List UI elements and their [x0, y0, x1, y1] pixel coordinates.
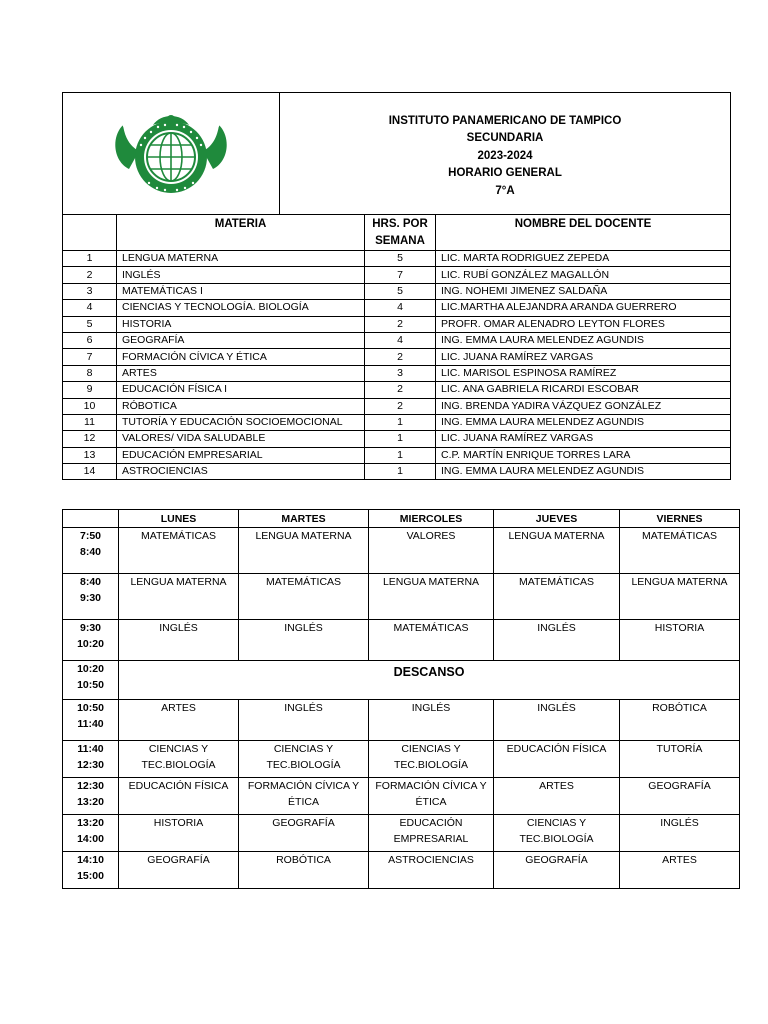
subject-number: 2: [63, 267, 117, 283]
days-header-row: [63, 510, 740, 528]
subject-row: [63, 365, 731, 381]
time-start: 11:40: [77, 743, 104, 755]
col-materia-header: MATERIA: [117, 215, 365, 251]
subject-name: EDUCACIÓN EMPRESARIAL: [117, 447, 365, 463]
subject-name: EDUCACIÓN FÍSICA I: [117, 382, 365, 398]
subject-name: ASTROCIENCIAS: [117, 464, 365, 480]
subject-teacher: ING. NOHEMI JIMENEZ SALDAÑA: [436, 283, 731, 299]
subject-row: [63, 267, 731, 283]
logo-cell: [63, 93, 280, 215]
class-cell: ASTROCIENCIAS: [369, 852, 494, 889]
class-cell: INGLÉS: [620, 815, 740, 852]
subject-row: [63, 316, 731, 332]
subject-row: [63, 382, 731, 398]
subject-hours: 1: [365, 447, 436, 463]
time-end: 9:30: [79, 591, 101, 604]
class-cell: LENGUA MATERNA: [119, 574, 239, 620]
subject-teacher: LIC. JUANA RAMÍREZ VARGAS: [436, 431, 731, 447]
class-cell: LENGUA MATERNA: [369, 574, 494, 620]
class-cell: MATEMÁTICAS: [119, 528, 239, 574]
subject-hours: 1: [365, 431, 436, 447]
time-end: 10:50: [77, 678, 104, 691]
class-cell: MATEMÁTICAS: [620, 528, 740, 574]
subject-number: 1: [63, 251, 117, 267]
subject-name: GEOGRAFÍA: [117, 332, 365, 348]
class-cell: GEOGRAFÍA: [620, 778, 740, 815]
time-slot: [63, 661, 119, 700]
time-slot: [63, 741, 119, 778]
subject-number: 5: [63, 316, 117, 332]
subject-name: CIENCIAS Y TECNOLOGÍA. BIOLOGÍA: [117, 300, 365, 316]
subject-hours: 1: [365, 464, 436, 480]
class-cell: INGLÉS: [494, 700, 620, 741]
class-cell: EDUCACIÓN FÍSICA: [119, 778, 239, 815]
subject-hours: 4: [365, 300, 436, 316]
day-header: JUEVES: [494, 510, 620, 528]
class-cell: LENGUA MATERNA: [494, 528, 620, 574]
subject-row: [63, 447, 731, 463]
day-header: MIERCOLES: [369, 510, 494, 528]
subject-teacher: LIC.MARTHA ALEJANDRA ARANDA GUERRERO: [436, 300, 731, 316]
subject-number: 8: [63, 365, 117, 381]
time-slot: [63, 778, 119, 815]
day-header: LUNES: [119, 510, 239, 528]
time-slot: [63, 815, 119, 852]
time-end: 10:20: [77, 637, 104, 650]
subject-name: ARTES: [117, 365, 365, 381]
subject-number: 10: [63, 398, 117, 414]
class-cell: GEOGRAFÍA: [119, 852, 239, 889]
time-start: 14:10: [77, 854, 104, 866]
time-start: 8:40: [79, 576, 101, 588]
subject-row: [63, 300, 731, 316]
time-start: 13:20: [77, 817, 104, 829]
class-cell: INGLÉS: [239, 620, 369, 661]
time-end: 12:30: [77, 758, 104, 771]
class-cell: HISTORIA: [620, 620, 740, 661]
subject-number: 14: [63, 464, 117, 480]
subject-row: [63, 414, 731, 430]
subject-hours: 1: [365, 414, 436, 430]
class-cell: ARTES: [119, 700, 239, 741]
time-slot: [63, 574, 119, 620]
subject-hours: 2: [365, 398, 436, 414]
subject-number: 12: [63, 431, 117, 447]
subject-teacher: ING. EMMA LAURA MELENDEZ AGUNDIS: [436, 414, 731, 430]
subject-name: FORMACIÓN CÍVICA Y ÉTICA: [117, 349, 365, 365]
time-start: 10:50: [77, 702, 104, 714]
schedule-row: [63, 528, 740, 574]
time-start: 10:20: [77, 663, 104, 675]
schedule-row: [63, 778, 740, 815]
class-cell: ROBÓTICA: [239, 852, 369, 889]
subject-hours: 5: [365, 283, 436, 299]
time-end: 14:00: [77, 832, 104, 845]
subject-row: [63, 251, 731, 267]
class-cell: VALORES: [369, 528, 494, 574]
class-cell: INGLÉS: [119, 620, 239, 661]
class-cell: ARTES: [620, 852, 740, 889]
subject-teacher: LIC. ANA GABRIELA RICARDI ESCOBAR: [436, 382, 731, 398]
class-cell: FORMACIÓN CÍVICA Y ÉTICA: [369, 778, 494, 815]
subject-name: VALORES/ VIDA SALUDABLE: [117, 431, 365, 447]
group-label: 7°A: [495, 184, 515, 197]
class-cell: CIENCIAS Y TEC.BIOLOGÍA: [239, 741, 369, 778]
time-start: 9:30: [79, 622, 101, 634]
subject-name: HISTORIA: [117, 316, 365, 332]
class-cell: CIENCIAS Y TEC.BIOLOGÍA: [494, 815, 620, 852]
school-year: 2023-2024: [477, 149, 533, 162]
eagle-globe-seal-icon: [109, 111, 233, 197]
subject-row: [63, 349, 731, 365]
schedule-row: [63, 661, 740, 700]
day-header: MARTES: [239, 510, 369, 528]
time-end: 15:00: [77, 869, 104, 882]
subject-hours: 4: [365, 332, 436, 348]
day-header: VIERNES: [620, 510, 740, 528]
subject-teacher: ING. BRENDA YADIRA VÁZQUEZ GONZÁLEZ: [436, 398, 731, 414]
subject-number: 3: [63, 283, 117, 299]
time-end: 13:20: [77, 795, 104, 808]
schedule-row: [63, 574, 740, 620]
school-level: SECUNDARIA: [466, 132, 544, 145]
subject-row: [63, 398, 731, 414]
subject-name: RÓBOTICA: [117, 398, 365, 414]
subject-row: [63, 431, 731, 447]
col-number-header: [63, 215, 117, 251]
class-cell: HISTORIA: [119, 815, 239, 852]
subject-teacher: LIC. RUBÍ GONZÁLEZ MAGALLÓN: [436, 267, 731, 283]
subject-hours: 2: [365, 382, 436, 398]
schedule-row: [63, 815, 740, 852]
subject-name: LENGUA MATERNA: [117, 251, 365, 267]
time-slot: [63, 620, 119, 661]
subject-hours: 7: [365, 267, 436, 283]
schedule-table: [62, 509, 740, 889]
subject-row: [63, 332, 731, 348]
time-start: 7:50: [79, 530, 101, 542]
subject-teacher: ING. EMMA LAURA MELENDEZ AGUNDIS: [436, 464, 731, 480]
schedule-row: [63, 700, 740, 741]
class-cell: GEOGRAFÍA: [494, 852, 620, 889]
class-cell: FORMACIÓN CÍVICA Y ÉTICA: [239, 778, 369, 815]
subject-hours: 2: [365, 349, 436, 365]
subject-teacher: LIC. JUANA RAMÍREZ VARGAS: [436, 349, 731, 365]
subject-number: 7: [63, 349, 117, 365]
class-cell: MATEMÁTICAS: [494, 574, 620, 620]
title-cell: [280, 93, 731, 215]
class-cell: INGLÉS: [494, 620, 620, 661]
break-cell: DESCANSO: [119, 661, 740, 700]
subject-row: [63, 283, 731, 299]
document-title: HORARIO GENERAL: [448, 167, 562, 180]
subject-name: INGLÉS: [117, 267, 365, 283]
subject-teacher: ING. EMMA LAURA MELENDEZ AGUNDIS: [436, 332, 731, 348]
class-cell: INGLÉS: [369, 700, 494, 741]
time-col-header: [63, 510, 119, 528]
time-end: 11:40: [77, 717, 104, 730]
time-slot: [63, 852, 119, 889]
subject-hours: 2: [365, 316, 436, 332]
subject-number: 11: [63, 414, 117, 430]
class-cell: INGLÉS: [239, 700, 369, 741]
class-cell: EDUCACIÓN FÍSICA: [494, 741, 620, 778]
class-cell: LENGUA MATERNA: [239, 528, 369, 574]
subject-teacher: C.P. MARTÍN ENRIQUE TORRES LARA: [436, 447, 731, 463]
time-slot: [63, 700, 119, 741]
time-start: 12:30: [77, 780, 104, 792]
subject-teacher: PROFR. OMAR ALENADRO LEYTON FLORES: [436, 316, 731, 332]
class-cell: CIENCIAS Y TEC.BIOLOGÍA: [369, 741, 494, 778]
schedule-row: [63, 741, 740, 778]
institution-name: INSTITUTO PANAMERICANO DE TAMPICO: [388, 114, 622, 127]
subject-number: 9: [63, 382, 117, 398]
schedule-row: [63, 852, 740, 889]
subject-number: 6: [63, 332, 117, 348]
subject-row: [63, 464, 731, 480]
time-end: 8:40: [79, 545, 101, 558]
class-cell: MATEMÁTICAS: [239, 574, 369, 620]
class-cell: GEOGRAFÍA: [239, 815, 369, 852]
time-slot: [63, 528, 119, 574]
subject-name: MATEMÁTICAS I: [117, 283, 365, 299]
class-cell: LENGUA MATERNA: [620, 574, 740, 620]
class-cell: CIENCIAS Y TEC.BIOLOGÍA: [119, 741, 239, 778]
subject-hours: 3: [365, 365, 436, 381]
subject-teacher: LIC. MARTA RODRIGUEZ ZEPEDA: [436, 251, 731, 267]
subject-number: 13: [63, 447, 117, 463]
class-cell: TUTORÍA: [620, 741, 740, 778]
col-hrs-header: HRS. POR SEMANA: [365, 215, 436, 251]
subject-teacher: LIC. MARISOL ESPINOSA RAMÍREZ: [436, 365, 731, 381]
class-cell: EDUCACIÓN EMPRESARIAL: [369, 815, 494, 852]
subjects-table: [62, 92, 731, 480]
subject-number: 4: [63, 300, 117, 316]
col-docente-header: NOMBRE DEL DOCENTE: [436, 215, 731, 251]
schedule-row: [63, 620, 740, 661]
class-cell: ARTES: [494, 778, 620, 815]
subject-name: TUTORÍA Y EDUCACIÓN SOCIOEMOCIONAL: [117, 414, 365, 430]
class-cell: ROBÓTICA: [620, 700, 740, 741]
class-cell: MATEMÁTICAS: [369, 620, 494, 661]
subject-hours: 5: [365, 251, 436, 267]
